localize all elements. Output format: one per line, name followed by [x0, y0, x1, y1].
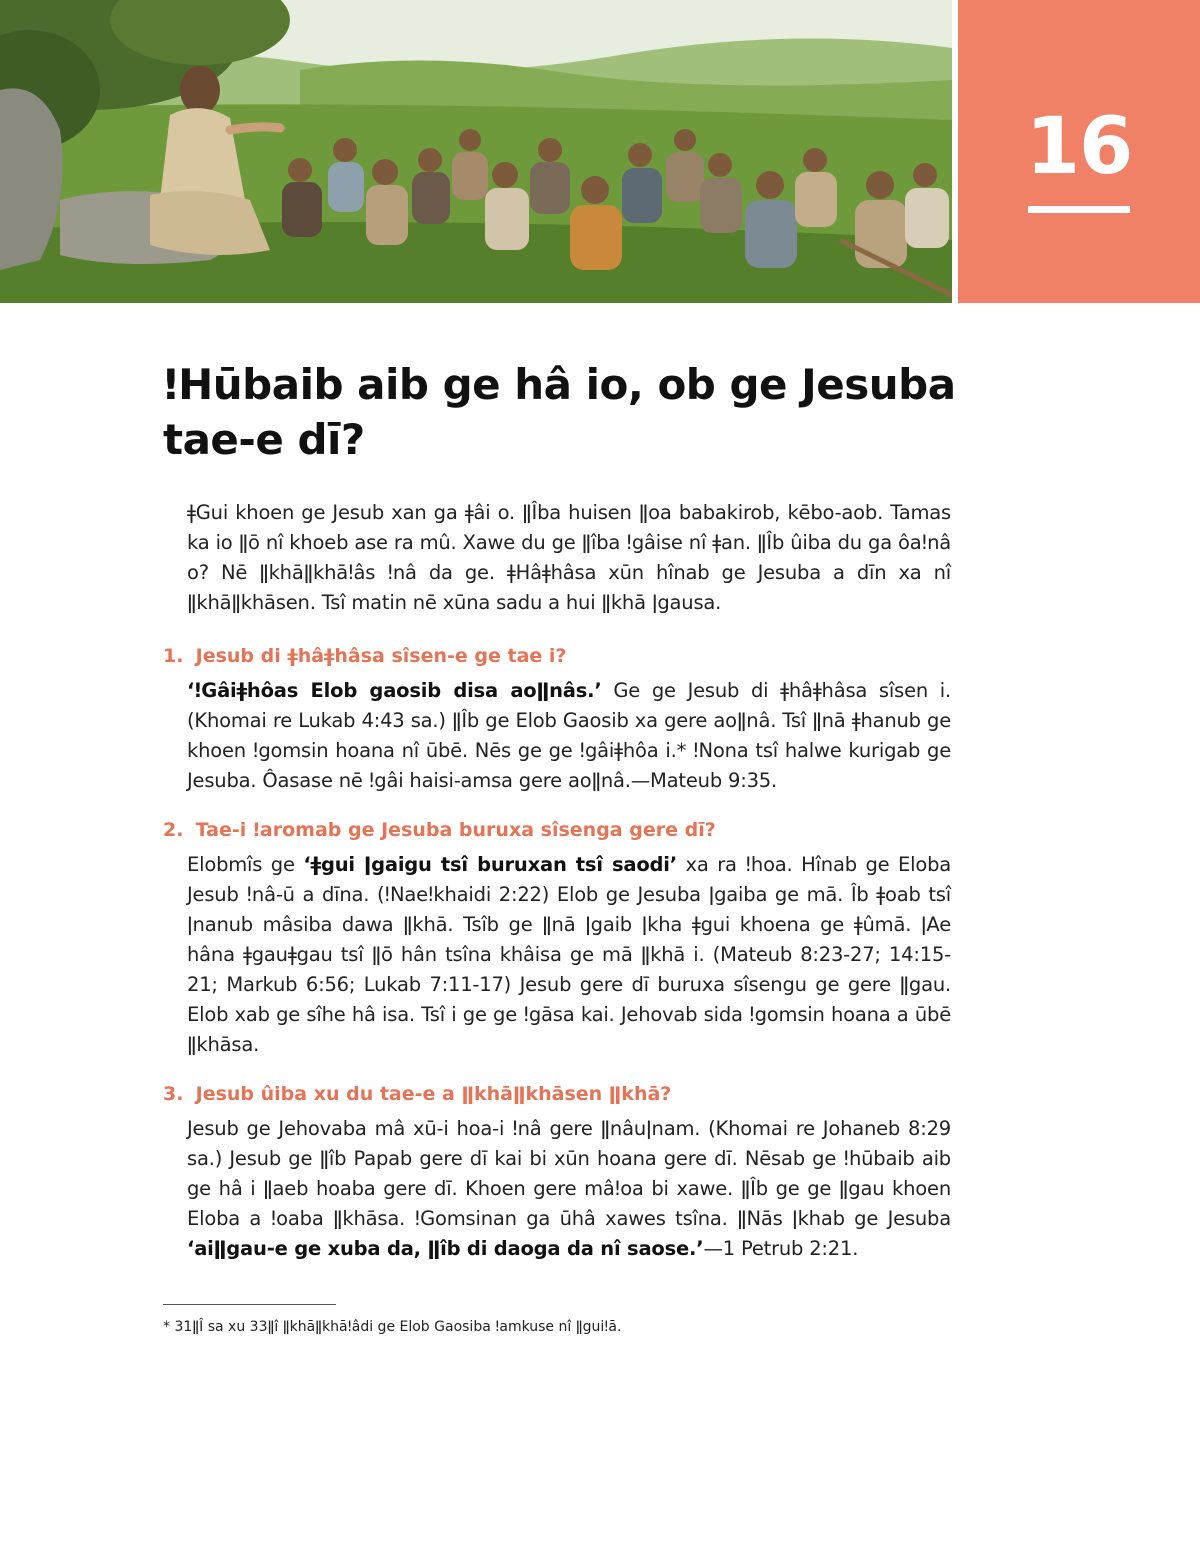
answer-intro-2: Elobmîs ge	[187, 853, 304, 876]
question-heading-2	[163, 816, 963, 844]
answer-emphasis-3: ‘aiǁgau-e ge xuba da, ǁîb di daoga da nî saose.’	[187, 1237, 704, 1260]
question-number-2: 2.	[163, 819, 184, 841]
badge-underline	[1028, 206, 1130, 213]
question-number-1: 1.	[163, 645, 184, 667]
lesson-number-badge	[958, 0, 1200, 303]
answer-text-2: xa ra ǃhoa. Hînab ge Eloba Jesub ǃnâ-ū a dīna. (ǃNaeǃkhaidi 2:22) Elob ge Jesuba ǀgaiba ge mā. Îb ǂoab tsî ǀnanub mâsiba dawa ǁkhā. Tsîb ge ǁnā ǀgaib ǀkha ǂgui khoena ge ǂûmā. ǀAe hâna ǂgauǂgau tsî ǁō hân tsîna khâisa ge mā ǁkhā i. (Mateub 8:23-27; 14:15-21; Markub 6:56; Lukab 7:11-17) Jesub gere dī buruxa sîsengu ge gere ǁgau. Elob xab ge sîhe hâ isa. Tsî i ge ge ǃgāsa kai. Jehovab sida ǃgomsin hoana a ūbē ǁkhāsa.	[187, 853, 951, 1056]
question-text-3: Jesub ûiba xu du tae-e a ǁkhāǁkhāsen ǁkhā?	[195, 1083, 672, 1105]
footnote-divider	[163, 1304, 336, 1305]
intro-paragraph: ǂGui khoen ge Jesub xan ga ǂâi o. ǁÎba huisen ǁoa babakirob, kēbo-aob. Tamas ka io ǁō nî khoeb ase ra mû. Xawe du ge ǁîba ǃgâise nî ǂan. ǁÎb ûiba du ga ôaǃnâ o? Nē ǁkhāǁkhāǃâs ǃnâ da ge. ǂHâǂhâsa xūn hînab ge Jesuba a dīn xa nî ǁkhāǁkhāsen. Tsî matin nē xūna sadu a hui ǁkhā ǀgausa.	[187, 501, 951, 614]
question-heading-3	[163, 1080, 963, 1108]
question-text-2: Tae-i ǃaromab ge Jesuba buruxa sîsenga gere dī?	[195, 819, 716, 841]
question-text-1: Jesub di ǂhâǂhâsa sîsen-e ge tae i?	[195, 645, 567, 667]
answer-paragraph-3	[187, 1114, 951, 1264]
hero-illustration	[0, 0, 952, 303]
question-number-3: 3.	[163, 1083, 184, 1105]
answer-text-3: —1 Petrub 2:21.	[703, 1237, 859, 1260]
answer-paragraph-2	[187, 850, 951, 1060]
jesus-teaching-crowd-illustration	[0, 0, 952, 303]
lesson-title: ǃHūbaib aib ge hâ io, ob ge Jesuba tae-e dī?	[163, 360, 956, 464]
answer-emphasis-2: ‘ǂgui ǀgaigu tsî buruxan tsî saodi’	[303, 853, 677, 876]
answer-text-1: Ge ge Jesub di ǂhâǂhâsa sîsen i. (Khomai re Lukab 4:43 sa.) ǁÎb ge Elob Gaosib xa gere aoǁnâ. Tsî ǁnā ǂhanub ge khoen ǃgomsin hoana nî ūbē. Nēs ge ge ǃgâiǂhôa i.* ǃNona tsî halwe kurigab ge Jesuba. Ôasase nē ǃgâi haisi-amsa gere aoǁnâ.—Mateub 9:35.	[187, 679, 952, 792]
lesson-number: 16	[1025, 102, 1133, 192]
answer-intro-3: Jesub ge Jehovaba mâ xū-i hoa-i ǃnâ gere ǁnâuǀnam. (Khomai re Johaneb 8:29 sa.) Jesub ge ǁîb Papab gere dī kai bi xūn hoana gere dī. Nēsab ge ǃhūbaib aib ge hâ i ǁaeb hoaba gere dī. Khoen gere mâǃoa bi xawe. ǁÎb ge ge ǁgau khoen Eloba a ǃoaba ǁkhāsa. ǃGomsinan ga ūhâ xawes tsîna. ǁNās ǀkhab ge Jesuba	[187, 1117, 951, 1230]
question-heading-1	[163, 642, 963, 670]
answer-paragraph-1	[187, 676, 951, 796]
answer-emphasis-1: ‘ǃGâiǂhôas Elob gaosib disa aoǁnâs.’	[187, 679, 602, 702]
footnote: * 31ǁÎ sa xu 33ǁî ǁkhāǁkhāǃâdi ge Elob Gaosiba ǃamkuse nî ǁguiǃā.	[163, 1319, 622, 1335]
